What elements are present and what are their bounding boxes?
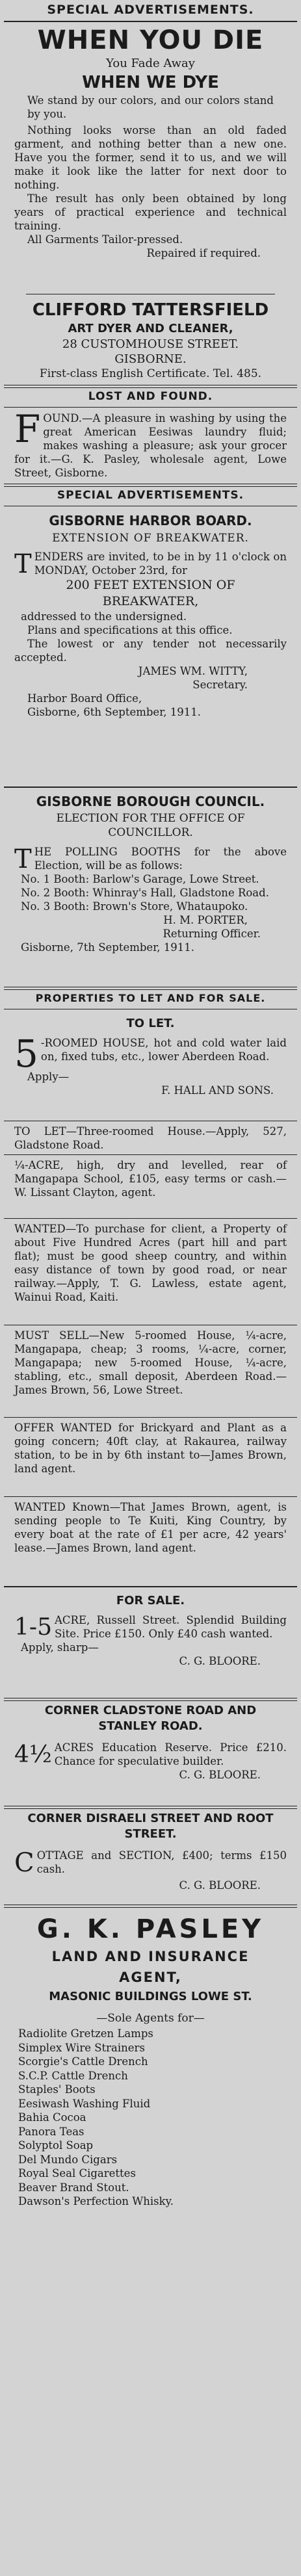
ad-headline-2: WHEN WE DYE — [82, 73, 219, 92]
section-header-properties: PROPERTIES TO LET AND FOR SALE. — [35, 992, 266, 1004]
classified-ad: OFFER WANTED for Brickyard and Plant as a going concern; 40ft clay, at Rakaurea, railway station, to be in by 6th instant to—James Brown, land agent. — [14, 1422, 287, 1475]
list-item: Beaver Brand Stout. — [18, 2181, 129, 2194]
ad-subheadline: You Fade Away — [106, 57, 195, 70]
signatory-title: Returning Officer. — [163, 928, 261, 940]
business-trade: ART DYER AND CLEANER, — [68, 322, 233, 335]
ad-title: CORNER DISRAELI STREET AND ROOT STREET. — [27, 1812, 274, 1841]
notice-text: ENDERS are invited, to be in by 11 o'clock on MONDAY, October 23rd, for — [34, 551, 287, 577]
booth-item: No. 2 Booth: Whinray's Hall, Gladstone Road. — [21, 887, 269, 899]
ad-text: ACRE, Russell Street. Splendid Building Site. Price £150. Only £40 cash wanted. — [54, 1614, 287, 1640]
list-item: Del Mundo Cigars — [18, 2153, 118, 2166]
drop-cap: F — [14, 407, 41, 451]
ad-text: We stand by our colors, and our colors stand by you. — [27, 94, 274, 120]
divider — [4, 1154, 297, 1155]
notice-text: addressed to the undersigned. — [21, 610, 187, 623]
business-name: G. K. PASLEY — [36, 1914, 265, 1944]
notice-text: OUND.—A pleasure in washing by using the great American Eesiwas laundry fluid; makes washing a pleasure; ask your grocer for it.—G. K. Pasley, wholesale agent, Lowe Street, Gisborne. — [14, 412, 287, 479]
divider — [4, 407, 297, 408]
business-tagline: AGENT, — [119, 1970, 182, 1985]
drop-cap: 4½ — [14, 1741, 52, 1768]
ad-text: All Garments Tailor-pressed. — [27, 233, 183, 246]
business-address: 28 CUSTOMHOUSE STREET. — [62, 337, 239, 351]
divider — [4, 1806, 297, 1809]
business-tagline: LAND AND INSURANCE — [51, 1949, 250, 1964]
signatory: H. M. PORTER, — [163, 914, 248, 926]
harbor-board-notice — [0, 511, 301, 719]
divider — [4, 21, 297, 22]
ad-text: The result has only been obtained by long years of practical experience and technical training. — [14, 192, 287, 232]
lost-found-notice — [0, 407, 301, 480]
date-line: Gisborne, 7th September, 1911. — [21, 941, 194, 954]
dye-advert — [0, 25, 301, 260]
section-header-special-ads: SPECIAL ADVERTISEMENTS. — [57, 489, 244, 502]
ad-headline: WHEN YOU DIE — [37, 25, 264, 55]
divider — [4, 1496, 297, 1497]
divider — [4, 1698, 297, 1701]
list-item: Simplex Wire Strainers — [18, 2041, 145, 2054]
corner-property-advert — [0, 1703, 301, 1782]
divider — [4, 1586, 297, 1587]
for-sale-advert — [0, 1593, 301, 1668]
corner-property-advert — [0, 1811, 301, 1892]
notice-title: GISBORNE HARBOR BOARD. — [49, 513, 252, 528]
clifford-advert — [0, 299, 301, 382]
booth-item: No. 1 Booth: Barlow's Garage, Lowe Street. — [21, 873, 259, 885]
date-line: Gisborne, 6th September, 1911. — [27, 706, 201, 718]
classified-ad: WANTED—To purchase for client, a Property of about Five Hundred Acres (part hill and part flat); must be good sheep country, and within easy distance of town by good road, or near railway.—Apply, T. G. Lawless, estate agent, Wainui Road, Kaiti. — [14, 1223, 287, 1303]
business-address: MASONIC BUILDINGS LOWE ST. — [49, 1990, 252, 2003]
ad-text: ACRES Education Reserve. Price £210. Chance for speculative builder. — [54, 1741, 287, 1767]
section-header-lost-found: LOST AND FOUND. — [88, 390, 213, 403]
list-item: Bahia Cocoa — [18, 2111, 86, 2124]
ad-title: TO LET. — [126, 1017, 175, 1030]
list-item: Royal Seal Cigarettes — [18, 2167, 136, 2179]
list-item: Dawson's Perfection Whisky. — [18, 2195, 174, 2207]
agents-list — [14, 2027, 287, 2209]
divider — [4, 987, 297, 990]
ad-title: CORNER CLADSTONE ROAD AND STANLEY ROAD. — [44, 1704, 257, 1733]
list-item: S.C.P. Cattle Drench — [18, 2069, 128, 2082]
ad-text: Repaired if required. — [146, 247, 261, 259]
list-item: Solyptol Soap — [18, 2139, 94, 2152]
divider — [4, 1905, 297, 1908]
ad-text: Nothing looks worse than an old faded garment, and nothing better than a new one. Have you the former, send it to us, and we will make it look like the latter for next door to nothing. — [14, 124, 287, 191]
divider — [4, 1218, 297, 1219]
apply-line: Apply, sharp— — [21, 1641, 99, 1654]
notice-text: Plans and specifications at this office. — [27, 624, 233, 636]
to-let-advert — [0, 1015, 301, 1097]
booth-item: No. 3 Booth: Brown's Store, Whataupoko. — [21, 900, 248, 913]
list-item: Staples' Boots — [18, 2083, 96, 2096]
classified-ad: WANTED Known—That James Brown, agent, is sending people to Te Kuiti, King Country, by every boat at the rate of £1 per acre, 42 years' lease.—James Brown, land agent. — [14, 1501, 287, 1554]
drop-cap: C — [14, 1848, 34, 1878]
signatory: F. HALL AND SONS. — [161, 1084, 274, 1097]
classified-ad: MUST SELL—New 5-roomed House, ¼-acre, Mangapapa, cheap; 3 rooms, ¼-acre, corner, Mangapapa; new 5-roomed House, ¼-acre, stabling, etc., small deposit, Aberdeen Road.—James Brown, 56, Lowe Street. — [14, 1329, 287, 1396]
notice-text: The lowest or any tender not necessarily accepted. — [14, 638, 287, 664]
apply-line: Apply— — [27, 1071, 70, 1083]
ad-text: OTTAGE and SECTION, £400; terms £150 cash. — [36, 1849, 287, 1875]
drop-cap: T — [14, 844, 32, 874]
drop-cap: 1-5 — [14, 1614, 52, 1641]
notice-highlight: 200 FEET EXTENSION OF BREAKWATER, — [66, 578, 235, 608]
pasley-advert — [0, 1912, 301, 2209]
notice-text: HE POLLING BOOTHS for the above Election, will be as follows: — [34, 846, 287, 872]
notice-subtitle: EXTENSION OF BREAKWATER. — [52, 532, 249, 545]
business-town: GISBORNE. — [114, 352, 187, 366]
ad-text: -ROOMED HOUSE, hot and cold water laid on, fixed tubs, etc., lower Aberdeen Road. — [40, 1037, 287, 1063]
list-item: Eesiwash Washing Fluid — [18, 2097, 151, 2110]
notice-subtitle: ELECTION FOR THE OFFICE OF COUNCILLOR. — [56, 812, 245, 839]
divider — [4, 787, 297, 788]
signatory: C. G. BLOORE. — [179, 1769, 261, 1781]
divider — [4, 1417, 297, 1418]
sole-agents-heading: —Sole Agents for— — [96, 2012, 205, 2025]
divider — [4, 385, 297, 388]
drop-cap: 5 — [14, 1032, 38, 1076]
divider — [4, 484, 297, 487]
business-certificate: First-class English Certificate. Tel. 485. — [39, 367, 262, 380]
classified-ad: ¼-ACRE, high, dry and levelled, rear of Mangapapa School, £105, easy terms or cash.—W. Lissant Clayton, agent. — [14, 1159, 287, 1199]
classified-ad: TO LET—Three-roomed House.—Apply, 527, Gladstone Road. — [14, 1125, 287, 1151]
signatory-title: Secretary. — [192, 679, 248, 691]
signatory: JAMES WM. WITTY, — [138, 665, 248, 677]
list-item: Scorgie's Cattle Drench — [18, 2055, 148, 2068]
section-header-special-ads: SPECIAL ADVERTISEMENTS. — [47, 3, 254, 17]
list-item: Panora Teas — [18, 2125, 85, 2138]
business-name: CLIFFORD TATTERSFIELD — [32, 300, 269, 320]
office-line: Harbor Board Office, — [27, 692, 142, 705]
drop-cap: T — [14, 549, 32, 579]
list-item: Radiolite Gretzen Lamps — [18, 2027, 153, 2040]
borough-council-notice — [0, 792, 301, 954]
signatory: C. G. BLOORE. — [179, 1879, 261, 1892]
notice-title: GISBORNE BOROUGH COUNCIL. — [36, 794, 265, 809]
signatory: C. G. BLOORE. — [179, 1655, 261, 1667]
ad-title: FOR SALE. — [116, 1594, 185, 1607]
